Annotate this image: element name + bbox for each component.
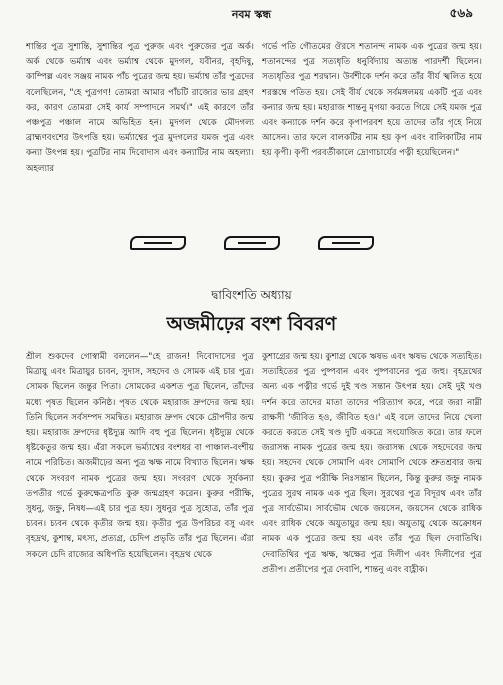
ornament-icon — [224, 236, 280, 250]
top-right-column — [262, 40, 482, 218]
top-left-column — [26, 40, 254, 218]
paragraph: কুশাগ্রের জন্ম হয়। কুশাগ্র থেকে ঋষভ এবং ঋষভ থেকে সত্যহিত। সত্যহিতের পুত্র পুষ্পবান এবং পুষ্পবানের পুত্র জহু। বৃহদ্রথের অন্য এক পত্নীর গর্ভে দুই খণ্ড সন্তান উৎপন্ন হয়। সেই দুই খণ্ড দর্শন করে তাদের মাতা তাদের পরিত্যাগ করে, পরে জরা নাম্নী রাক্ষসী 'জীবিত হও, জীবিত হও।' এই বলে তাদের নিয়ে খেলা করতে করতে সেই খণ্ড দুটি একত্রে সংযোজিত করে। তার ফলে জরাসন্ধ নামক পুত্রের জন্ম হয়। জরাসন্ধ থেকে সহদেবের জন্ম হয়। সহদেব থেকে সোমাপি এবং সোমাপি থেকে শ্রুতশ্রবার জন্ম হয়। কুরুর পুত্র পরীক্ষি নিঃসন্তান ছিলেন, কিন্তু কুরুর জহ্নু নামক পুত্রের সুরথ নামক এক পুত্র ছিল। সুরথের পুত্র বিদূরথ এবং তাঁর পুত্র সার্বভৌম। সার্বভৌম থেকে জয়সেন, জয়সেন থেকে রাধিক এবং রাধিক থেকে অযুতায়ুর জন্ম হয়। অযুতায়ু থেকে অক্রোধন নামক এক পুত্রের জন্ম হয় এবং তাঁর পুত্র ছিল দেবাতিথি। দেবাতিথির পুত্র ঋক্ষ, ঋক্ষের পুত্র দিলীপ এবং দিলীপের পুত্র প্রতীপ। প্রতীপের পুত্র দেবাপি, শান্তনু এবং বাহ্লীক। — [262, 352, 482, 575]
page-number: ৫৬৯ — [449, 6, 473, 20]
paragraph: গর্ভে পতি গৌতমের ঔরসে শতানন্দ নামক এক পুত্রের জন্ম হয়। শতানন্দের পুত্র সত্যধৃতি ধনুর্বিদ্যায় অত্যন্ত পারদর্শী ছিলেন। সত্যধৃতির পুত্র শরদ্বান। উর্বশীকে দর্শন করে তাঁর বীর্য স্খলিত হয়ে শরস্তম্বে পতিত হয়। সেই বীর্য থেকে সর্বমঙ্গলময় একটি পুত্র এবং কন্যার জন্ম হয়। মহারাজ শান্তনু মৃগয়া করতে গিয়ে সেই যমজ পুত্র এবং কন্যাকে দর্শন করে কৃপাপরবশ হয়ে তাদের তাঁর গৃহে নিয়ে আসেন। তার ফলে বালকটির নাম হয় কৃপ এবং বালিকাটির নাম হয় কৃপী। কৃপী পরবর্তীকালে দ্রোণাচার্যের পত্নী হয়েছিলেন।" — [262, 42, 482, 159]
paragraph: শ্রীল শুকদেব গোস্বামী বললেন—"হে রাজন! দিবোদাসের পুত্র মিত্রায়ু এবং মিত্রায়ুর চ্যবন, সুদাস, সহদেব ও সোমক এই চার পুত্র। সোমক ছিলেন জন্তুর পিতা। সোমকের একশত পুত্র ছিলেন, তাঁদের মধ্যে পৃষত ছিলেন কনিষ্ঠ। পৃষত থেকে মহারাজ দ্রুপদের জন্ম হয়। তিনি ছিলেন সর্বসম্পদ সমন্বিত। মহারাজ দ্রুপদ থেকে দ্রৌপদীর জন্ম হয়। মহারাজ দ্রুপদের ধৃষ্টদ্যুম্ন আদি বহু পুত্র ছিলেন। ধৃষ্টদ্যুম্ন থেকে ধৃষ্টকেতুর জন্ম হয়। এঁরা সকলে ভর্ম্যাশ্বের বংশধর বা পাঞ্চাল-বংশীয় নামে পরিচিত। অজমীঢ়ের অন্য পুত্র ঋক্ষ নামে বিখ্যাত ছিলেন। ঋক্ষ থেকে সংবরণ নামক পুত্রের জন্ম হয়। সংবরণ থেকে সূর্যকন্যা তপতীর গর্ভে কুরুক্ষেত্রপতি কুরু জন্মগ্রহণ করেন। কুরুর পরীক্ষি, সুধনু, জহ্নু, নিষধ—এই চার পুত্র হয়। সুধনুর পুত্র সুহোত্র, তাঁর পুত্র চ্যবন। চ্যবন থেকে কৃতীর জন্ম হয়। কৃতীর পুত্র উপরিচর বসু এবং বৃহদ্রথ, কুশাম্ব, মৎস্য, প্রত্যগ্র, চেদিপ প্রভৃতি তাঁর পুত্র ছিলেন। এঁরা সকলে চেদি রাজ্যের অধিপতি হয়েছিলেন। বৃহদ্রথ থেকে — [26, 352, 254, 560]
ornament-icon — [130, 236, 186, 250]
paragraph: শান্তির পুত্র সুশান্তি, সুশান্তির পুত্র পুরুজ এবং পুরুজের পুত্র অর্ক। অর্ক থেকে ভর্ম্যাশ্ব এবং ভর্ম্যাশ্ব থেকে মুদগল, যবীনর, বৃহদিষু, কাম্পিল্ল এবং সঞ্জয় নামক পাঁচ পুত্রের জন্ম হয়। ভর্ম্যাশ্ব তাঁর পুত্রদের বলেছিলেন, "হে পুত্রগণ! তোমরা আমার পাঁচটি রাজ্যের ভার গ্রহণ কর, কারণ তোমরা সেই কার্য সম্পাদনে সমর্থ।" এই কারণে তাঁর পঞ্চপুত্র পঞ্চাল নামে অভিহিত হন। মুদগল থেকে মৌদগল্য ব্রাহ্মণবংশের উৎপত্তি হয়। ভর্ম্যাশ্বের পুত্র মুদগলের যমজ পুত্র এবং কন্যা উৎপন্ন হয়। পুত্রটির নাম দিবোদাস এবং কন্যাটির নাম অহল্যা। অহল্যার — [26, 42, 254, 174]
ornament-icon — [318, 236, 374, 250]
bottom-right-column — [262, 350, 482, 680]
chapter-title: অজমীঢ়ের বংশ বিবরণ — [166, 313, 337, 335]
chapter-divider — [0, 236, 503, 250]
running-header: নবম স্কন্ধ — [231, 8, 272, 21]
bottom-left-column — [26, 350, 254, 680]
chapter-number: দ্বাবিংশতি অধ্যায় — [211, 288, 292, 302]
